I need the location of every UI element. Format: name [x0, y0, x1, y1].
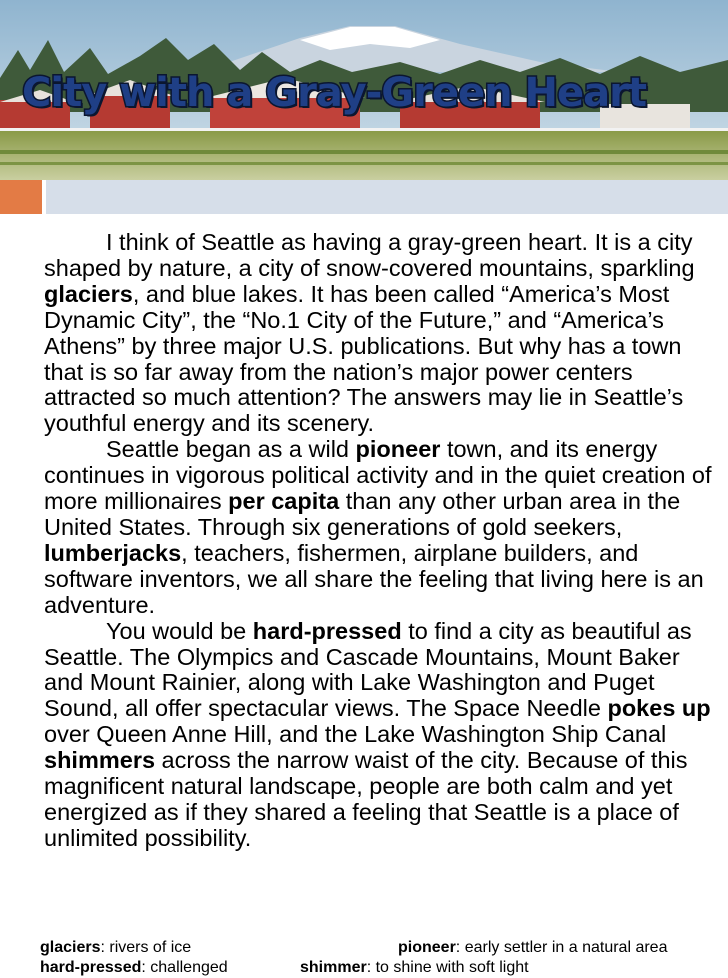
- glossary-term: shimmer: [300, 959, 367, 976]
- text-run: I think of Seattle as having a gray-green heart. It is a city shaped by nature, a city of snow-covered mountains, sparkling: [44, 229, 695, 281]
- vocab-word-glaciers: glaciers: [44, 280, 133, 307]
- text-run: to find a city as beautiful as Seattle. The Olympics and Cascade Mountains, Mount Baker and Mount Rainier, along with Lake Washington and Puget Sound, all offer spectacular views. The Space Needle: [44, 617, 692, 722]
- paragraph-3: [44, 619, 720, 852]
- text-run: You would be: [106, 617, 253, 644]
- paragraph-2: [44, 437, 720, 618]
- glossary-definition: : rivers of ice: [100, 939, 192, 956]
- article-body: [44, 230, 720, 852]
- text-run: Seattle began as a wild: [106, 436, 356, 463]
- text-run: , teachers, fishermen, airplane builders, and software inventors, we all share the feeling that living here is an adventure.: [44, 539, 704, 618]
- text-run: , and blue lakes. It has been called “America’s Most Dynamic City”, the “No.1 City of the Future,” and “America’s Athens” by three major U.S. publications. But why has a town that is so far away from the nation’s major power centers attracted so much attention? The answers may lie in Seattle’s youthful energy and its scenery.: [44, 280, 684, 437]
- glossary-term: hard-pressed: [40, 959, 142, 976]
- accent-bar-blue: [46, 180, 728, 214]
- glossary-definition: : to shine with soft light: [366, 959, 529, 976]
- text-run: across the narrow waist of the city. Because of this magnificent natural landscape, people are both calm and yet energized as if they shared a feeling that Seattle is a place of unlimited possibility.: [44, 747, 688, 851]
- vocab-word-pokes-up: pokes up: [607, 695, 711, 722]
- glossary-entry: [398, 938, 667, 958]
- vocab-word-per-capita: per capita: [228, 488, 340, 515]
- glossary-term: glaciers: [40, 939, 101, 956]
- glossary-entry: [40, 938, 191, 958]
- header-banner: [0, 0, 728, 180]
- glossary-definition: : challenged: [141, 959, 228, 976]
- text-run: town, and its energy continues in vigorous political activity and in the quiet creation of more millionaires: [44, 436, 712, 515]
- text-run: over Queen Anne Hill, and the Lake Washington Ship Canal: [44, 721, 667, 748]
- vocab-word-lumberjacks: lumberjacks: [44, 539, 182, 566]
- vocab-word-pioneer: pioneer: [355, 436, 441, 463]
- glossary-term: pioneer: [398, 939, 456, 956]
- glossary-entry: [300, 958, 529, 978]
- page-title: City with a Gray-Green Heart: [22, 70, 646, 116]
- paragraph-1: [44, 230, 720, 437]
- accent-bar-orange: [0, 180, 42, 214]
- text-run: than any other urban area in the United States. Through six generations of gold seekers,: [44, 488, 681, 540]
- vocab-word-hard-pressed: hard-pressed: [252, 617, 402, 644]
- glossary-definition: : early settler in a natural area: [455, 939, 668, 956]
- glossary-entry: [40, 958, 228, 978]
- vocab-word-shimmers: shimmers: [44, 747, 156, 774]
